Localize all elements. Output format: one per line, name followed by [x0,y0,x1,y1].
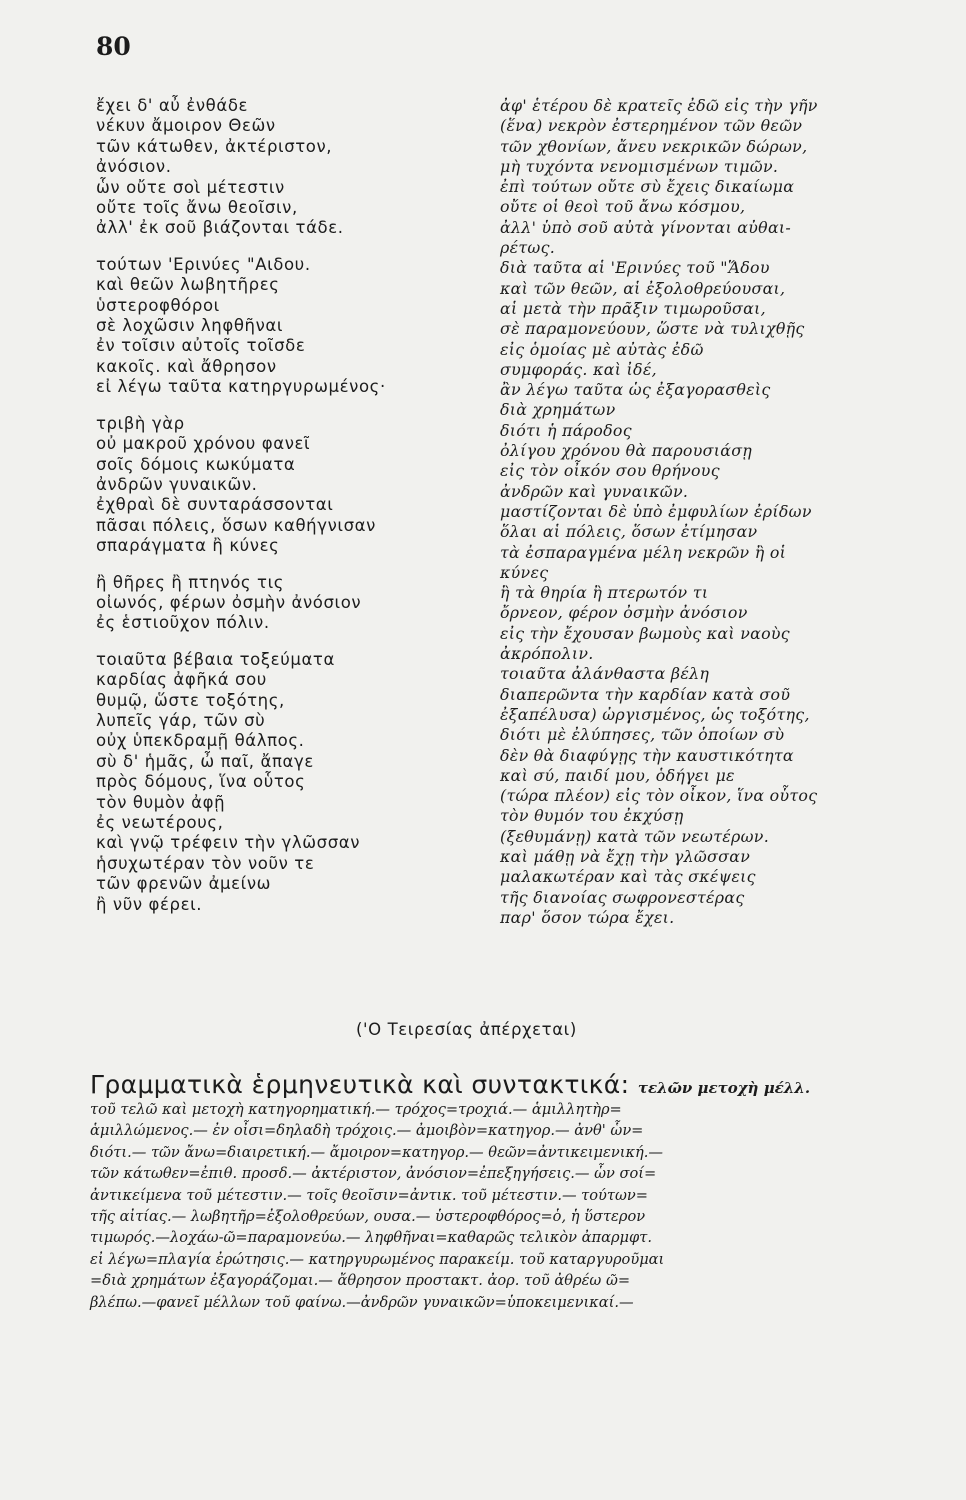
verse-line: ἐς νεωτέρους, [96,813,224,832]
translation-line: παρ' ὅσον τώρα ἔχει. [500,907,675,927]
translation-line: ἀνδρῶν καὶ γυναικῶν. [500,481,689,501]
translation-line: διὰ ταῦτα αἱ 'Ερινύες τοῦ "Ἅδου [500,258,770,278]
stanza-gap [96,239,386,255]
translation-line: ἀκρόπολιν. [500,644,594,664]
verse-line: καὶ θεῶν λωβητῆρες [96,275,280,295]
notes-heading-line [90,1070,910,1099]
translation-line: μαλακωτέραν καὶ τὰς σκέψεις [500,867,756,887]
verse-line: ὧν οὔτε σοὶ μέτεστιν [96,177,285,197]
note-line: βλέπω.—φανεῖ μέλλων τοῦ φαίνω.—ἀνδρῶν γυναικῶν=ὑποκειμενικαί.— [90,1293,634,1311]
note-line: =διὰ χρημάτων ἐξαγοράζομαι.— ἄθρησον προστακτ. ἀορ. τοῦ ἀθρέω ῶ= [90,1272,631,1290]
translation-line: καὶ μάθῃ νὰ ἔχῃ τὴν γλῶσσαν [500,846,751,866]
translation-line: ἂν λέγω ταῦτα ὡς ἐξαγορασθεὶς [500,380,771,400]
translation-line: τῶν χθονίων, ἄνευ νεκρικῶν δώρων, [500,136,808,156]
note-line: τῶν κάτωθεν=ἐπιθ. προσδ.— ἀκτέριστον, ἀνόσιον=ἐπεξηγήσεις.— ὧν σοί= [90,1165,657,1183]
notes-lines [90,1099,910,1313]
translation-line: εἰς τὸν οἶκόν σου θρήνους [500,461,720,481]
note-line: εἰ λέγω=πλαγία ἐρώτησις.— κατηργυρωμένος παρακείμ. τοῦ καταργυροῦμαι [90,1250,665,1268]
verse-line: ὑστεροφθόροι [96,295,220,315]
original-text-column [96,96,386,915]
translation-line: τῆς διανοίας σωφρονεστέρας [500,887,745,907]
note-line: διότι.— τῶν ἄνω=διαιρετική.— ἄμοιρον=κατηγορ.— θεῶν=ἀντικειμενική.— [90,1143,664,1161]
verse-line: ἢ θῆρες ἢ πτηνός τις [96,572,285,592]
verse-line: θυμῷ, ὥστε τοξότης, [96,690,285,710]
translation-line: ὅλαι αἱ πόλεις, ὅσων ἐτίμησαν [500,522,758,542]
verse-line: σὲ λοχῶσιν ληφθῆναι [96,316,284,336]
notes-heading: Γραμματικὰ ἑρμηνευτικὰ καὶ συντακτικά: [90,1070,630,1099]
translation-line: ἢ τὰ θηρία ἢ πτερωτόν τι [500,583,709,603]
translation-line: συμφοράς. καὶ ἰδέ, [500,359,657,379]
translation-line: εἰς ὁμοίας μὲ αὐτὰς ἐδῶ [500,339,704,359]
translation-line: (ξεθυμάνῃ) κατὰ τῶν νεωτέρων. [500,826,770,846]
translation-line: ἐξαπέλυσα) ὠργισμένος, ὡς τοξότης, [500,704,810,724]
verse-line: οὐχ ὑπεκδραμῇ θάλπος. [96,731,305,751]
verse-line: ἔχει δ' αὖ ἐνθάδε [96,96,249,115]
note-line: ἀντικείμενα τοῦ μέτεστιν.— τοῖς θεοῖσιν=ἀντικ. τοῦ μέτεστιν.— τούτων= [90,1186,648,1204]
stanza-gap [96,557,386,573]
verse-line: ἢ νῦν φέρει. [96,894,203,914]
verse-line: τῶν κάτωθεν, ἀκτέριστον, [96,136,333,156]
translation-line: διότι μὲ ἐλύπησες, τῶν ὁποίων σὺ [500,725,785,745]
grammar-notes [90,1070,910,1313]
page-number: 80 [96,32,131,61]
translation-line: δὲν θὰ διαφύγῃς τὴν καυστικότητα [500,745,794,765]
verse-line: εἰ λέγω ταῦτα κατηργυρωμένος· [96,377,386,397]
verse-line: ἐν τοῖσιν αὐτοῖς τοῖσδε [96,336,306,356]
verse-line: ἡσυχωτέραν τὸν νοῦν τε [96,853,315,873]
translation-line: αἱ μετὰ τὴν πρᾶξιν τιμωροῦσαι, [500,298,766,318]
verse-line: καὶ γνῷ τρέφειν τὴν γλῶσσαν [96,833,361,853]
verse-line: οὐ μακροῦ χρόνου φανεῖ [96,434,311,454]
translation-line: τοιαῦτα ἀλάνθαστα βέλη [500,664,710,684]
translation-line: οὔτε οἱ θεοὶ τοῦ ἄνω κόσμου, [500,197,746,217]
translation-line: σὲ παραμονεύουν, ὥστε νὰ τυλιχθῇς [500,319,805,339]
verse-line: καρδίας ἀφῆκά σου [96,670,267,690]
verse-line: σοῖς δόμοις κωκύματα [96,454,296,474]
verse-line: ἐχθραὶ δὲ συνταράσσονται [96,495,334,515]
translation-line: τὰ ἐσπαραγμένα μέλη νεκρῶν ἢ οἱ [500,542,787,562]
verse-line: σὺ δ' ἡμᾶς, ὦ παῖ, ἄπαγε [96,751,314,771]
translation-line: ρέτως. [500,238,556,258]
stage-direction: ('Ο Τειρεσίας ἀπέρχεται) [356,1020,577,1039]
note-line: τῆς αἰτίας.— λωβητῆρ=ἐξολοθρεύων, ουσα.— ὑστεροφθόρος=ὁ, ἡ ὕστερον [90,1208,646,1226]
translation-line: κύνες [500,562,549,582]
translation-line: μὴ τυχόντα νενομισμένων τιμῶν. [500,156,779,176]
verse-line: ἀλλ' ἐκ σοῦ βιάζονται τάδε. [96,218,344,238]
notes-first-text: τελῶν μετοχὴ μέλλ. [637,1079,811,1097]
verse-line: οὔτε τοῖς ἄνω θεοῖσιν, [96,198,298,218]
translation-line: διαπερῶντα τὴν καρδίαν κατὰ σοῦ [500,684,791,704]
verse-line: ἀνόσιον. [96,157,172,177]
verse-line: τούτων 'Ερινύες "Αιδου. [96,254,311,274]
translation-line: ὄρνεον, φέρον ὀσμὴν ἀνόσιον [500,603,748,623]
translation-line: καὶ σύ, παιδί μου, ὁδήγει με [500,765,735,785]
translation-line: τὸν θυμόν του ἐκχύσῃ [500,806,684,826]
translation-line: ἀφ' ἑτέρου δὲ κρατεῖς ἐδῶ εἰς τὴν γῆν [500,96,818,115]
verse-line: νέκυν ἄμοιρον Θεῶν [96,116,276,136]
translation-line: (ἕνα) νεκρὸν ἐστερημένον τῶν θεῶν [500,116,803,136]
translation-line: διὰ χρημάτων [500,400,616,420]
verse-line: τοιαῦτα βέβαια τοξεύματα [96,649,335,669]
verse-line: σπαράγματα ἢ κύνες [96,536,280,556]
verse-line: ἐς ἑστιοῦχον πόλιν. [96,613,270,633]
stanza-gap [96,398,386,414]
verse-line: τριβὴ γὰρ [96,413,185,433]
note-line: τοῦ τελῶ καὶ μετοχὴ κατηγορηματική.— τρόχος=τροχιά.— ἁμιλλητὴρ= [90,1101,622,1118]
verse-line: τῶν φρενῶν ἀμείνω [96,874,272,894]
translation-line: (τώρα πλέον) εἰς τὸν οἶκον, ἵνα οὗτος [500,786,818,806]
verse-line: ἀνδρῶν γυναικῶν. [96,474,258,494]
translation-line: μαστίζονται δὲ ὑπὸ ἐμφυλίων ἐρίδων [500,501,812,521]
translation-line: καὶ τῶν θεῶν, αἱ ἐξολοθρεύουσαι, [500,278,786,298]
translation-line: ἀλλ' ὑπὸ σοῦ αὐτὰ γίνονται αὐθαι- [500,217,792,237]
verse-line: πρὸς δόμους, ἵνα οὗτος [96,772,306,792]
translation-line: ἐπὶ τούτων οὔτε σὺ ἔχεις δικαίωμα [500,177,795,197]
translation-column [500,96,818,928]
verse-line: λυπεῖς γάρ, τῶν σὺ [96,710,266,730]
translation-line: ὀλίγου χρόνου θὰ παρουσιάσῃ [500,441,753,461]
verse-line: τὸν θυμὸν ἀφῇ [96,792,226,812]
verse-line: πᾶσαι πόλεις, ὅσων καθήγνισαν [96,515,376,535]
translation-line: διότι ἡ πάροδος [500,420,632,440]
verse-line: οἰωνός, φέρων ὀσμὴν ἀνόσιον [96,592,362,612]
verse-line: κακοῖς. καὶ ἄθρησον [96,356,277,376]
translation-line: εἰς τὴν ἔχουσαν βωμοὺς καὶ ναοὺς [500,623,790,643]
note-line: ἁμιλλώμενος.— ἐν οἶσι=δηλαδὴ τρόχοις.— ἀμοιβὸν=κατηγορ.— ἀνθ' ὧν= [90,1122,644,1140]
stanza-gap [96,634,386,650]
note-line: τιμωρός.—λοχάω-ῶ=παραμονεύω.— ληφθῆναι=καθαρῶς τελικὸν ἀπαρμφτ. [90,1229,652,1247]
